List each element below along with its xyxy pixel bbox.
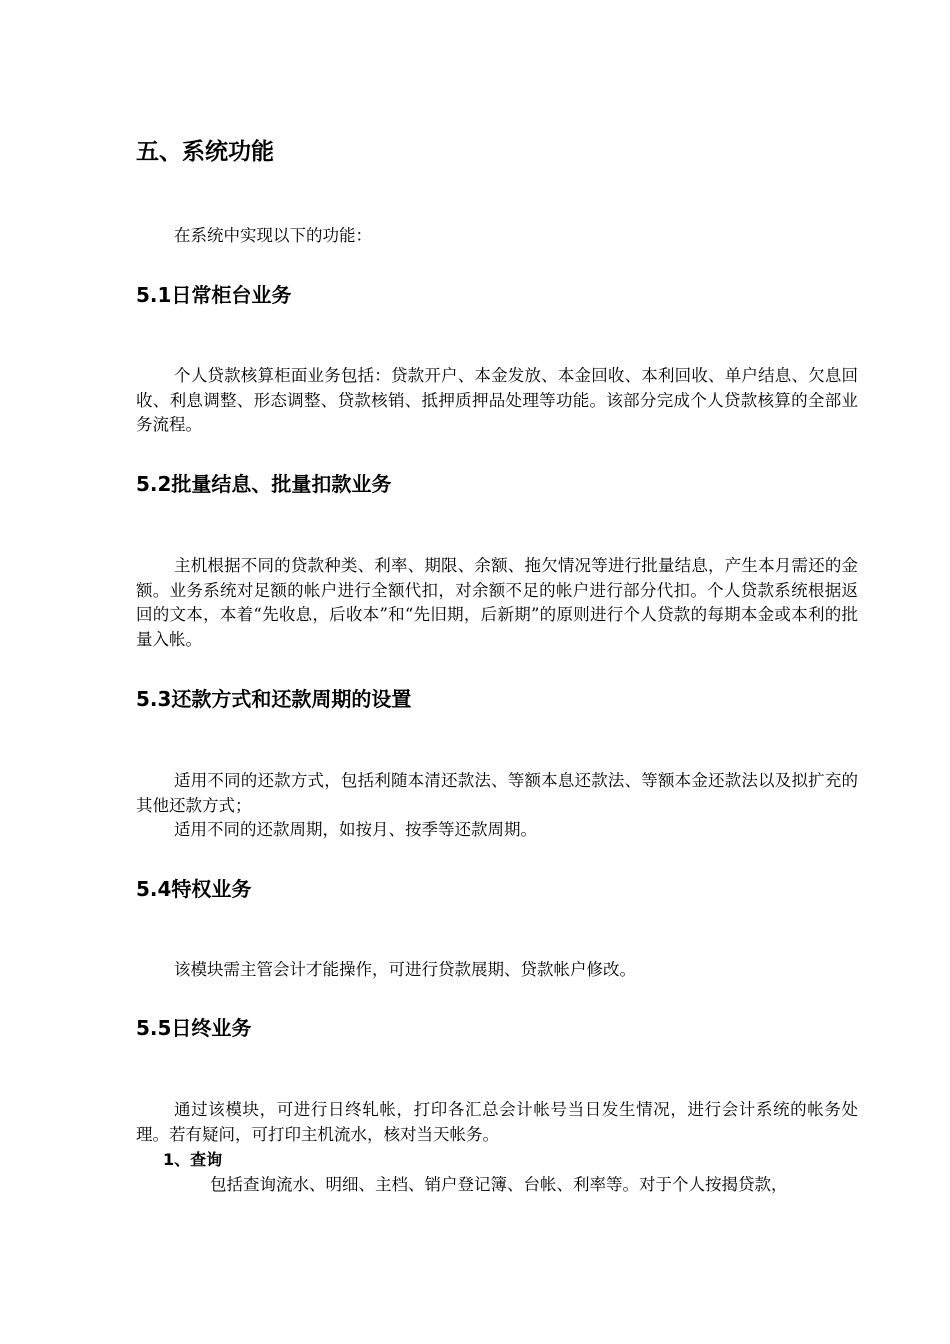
section-heading-5-1: 5.1日常柜台业务 xyxy=(136,283,292,307)
section-body-5-1: 个人贷款核算柜面业务包括：贷款开户、本金发放、本金回收、本利回收、单户结息、欠息回收、利息调整、形态调整、贷款核销、抵押质押品处理等功能。该部分完成个人贷款核算的全部业务流程。 xyxy=(136,366,858,434)
section-heading-5-5: 5.5日终业务 xyxy=(136,1016,252,1040)
section-body-5-5: 通过该模块，可进行日终轧帐，打印各汇总会计帐号当日发生情况，进行会计系统的帐务处理。若有疑问，可打印主机流水，核对当天帐务。 xyxy=(136,1100,858,1144)
section-body-5-2: 主机根据不同的贷款种类、利率、期限、余额、拖欠情况等进行批量结息，产生本月需还的金额。业务系统对足额的帐户进行全额代扣，对余额不足的帐户进行部分代扣。个人贷款系统根据返回的文本，本着“先收息，后收本”和“先旧期，后新期”的原则进行个人贷款的每期本金或本利的批量入帐。 xyxy=(136,556,858,649)
section-body-5-4: 该模块需主管会计才能操作，可进行贷款展期、贷款帐户修改。 xyxy=(174,960,636,979)
subsection-heading-query: 1、查询 xyxy=(163,1150,223,1169)
section-heading-5-2: 5.2批量结息、批量扣款业务 xyxy=(136,472,392,496)
intro-paragraph: 在系统中实现以下的功能： xyxy=(174,226,372,245)
page-title: 五、系统功能 xyxy=(136,139,274,165)
subsection-body-query: 包括查询流水、明细、主档、销户登记簿、台帐、利率等。对于个人按揭贷款， xyxy=(210,1175,788,1194)
section-body-5-3-line2: 适用不同的还款周期，如按月、按季等还款周期。 xyxy=(174,820,537,839)
section-body-5-3: 适用不同的还款方式，包括利随本清还款法、等额本息还款法、等额本金还款法以及拟扩充的其他还款方式； xyxy=(136,771,858,815)
section-heading-5-4: 5.4特权业务 xyxy=(136,877,252,901)
section-heading-5-3: 5.3还款方式和还款周期的设置 xyxy=(136,687,412,711)
